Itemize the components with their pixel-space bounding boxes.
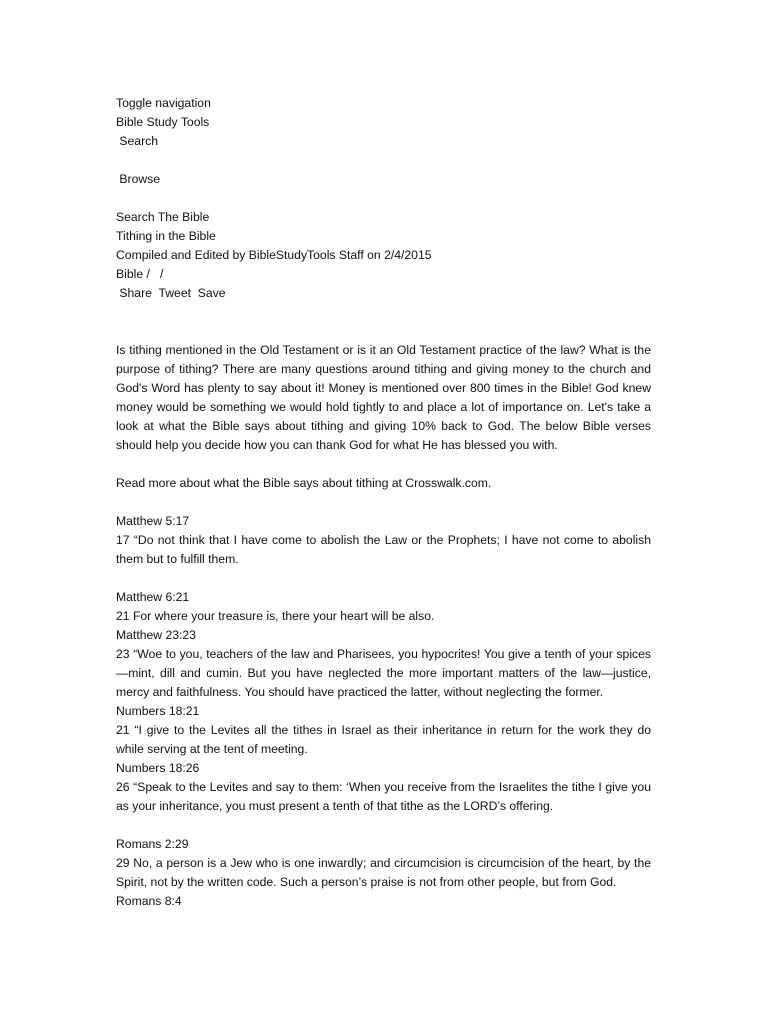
verse-reference: Romans 8:4 — [116, 894, 182, 908]
spacer — [116, 816, 651, 835]
tweet-button[interactable]: Tweet — [158, 286, 191, 300]
verse-text: 17 “Do not think that I have come to abolish the Law or the Prophets; I have not come to abolish them but to fulfill them. — [116, 533, 651, 566]
spacer — [116, 189, 651, 208]
spacer — [116, 493, 651, 512]
byline: Compiled and Edited by BibleStudyTools Staff on 2/4/2015 — [116, 248, 432, 262]
save-button[interactable]: Save — [197, 286, 226, 300]
verse-text: 21 “I give to the Levites all the tithes in Israel as their inheritance in return for the work they do while serving at the tent of meeting. — [116, 723, 651, 756]
spacer — [116, 151, 651, 170]
search-link[interactable]: Search — [116, 134, 159, 148]
verse-reference: Romans 2:29 — [116, 837, 189, 851]
page-title: Tithing in the Bible — [116, 229, 216, 243]
verse-reference: Matthew 5:17 — [116, 514, 190, 528]
share-bar — [116, 284, 651, 303]
verse-text: 23 “Woe to you, teachers of the law and Pharisees, you hypocrites! You give a tenth of your spices—mint, dill and cumin. But you have neglected the more important matters of the law—justice, mercy and faithfulness. You should have practiced the latter, without neglecting the former. — [116, 647, 651, 699]
share-button[interactable]: Share — [116, 286, 152, 300]
document-content — [116, 94, 651, 911]
verse-text: 26 “Speak to the Levites and say to them: ‘When you receive from the Israelites the tithe I give you as your inheritance, you must present a tenth of that tithe as the LORD’s offering. — [116, 780, 651, 813]
search-the-bible-link[interactable]: Search The Bible — [116, 210, 210, 224]
read-more-link[interactable]: Read more about what the Bible says about tithing at Crosswalk.com. — [116, 476, 492, 490]
site-name-link[interactable]: Bible Study Tools — [116, 115, 210, 129]
spacer — [116, 303, 651, 341]
browse-link[interactable]: Browse — [116, 172, 161, 186]
spacer — [116, 455, 651, 474]
toggle-navigation-link[interactable]: Toggle navigation — [116, 96, 211, 110]
intro-paragraph: Is tithing mentioned in the Old Testament or is it an Old Testament practice of the law? What is the purpose of tithing? There are many questions around tithing and giving money to the church and God's Word has plenty to say about it! Money is mentioned over 800 times in the Bible! God knew money would be something we would hold tightly to and place a lot of importance on. Let's take a look at what the Bible says about tithing and giving 10% back to God. The below Bible verses should help you decide how you can thank God for what He has blessed you with. — [116, 343, 651, 452]
verse-reference: Matthew 6:21 — [116, 590, 190, 604]
verse-text: 21 For where your treasure is, there your heart will be also. — [116, 609, 435, 623]
verse-reference: Numbers 18:21 — [116, 704, 200, 718]
verse-reference: Matthew 23:23 — [116, 628, 196, 642]
breadcrumb[interactable]: Bible / / — [116, 267, 164, 281]
verse-reference: Numbers 18:26 — [116, 761, 200, 775]
verse-text: 29 No, a person is a Jew who is one inwardly; and circumcision is circumcision of the heart, by the Spirit, not by the written code. Such a person’s praise is not from other people, but from God. — [116, 856, 651, 889]
spacer — [116, 569, 651, 588]
